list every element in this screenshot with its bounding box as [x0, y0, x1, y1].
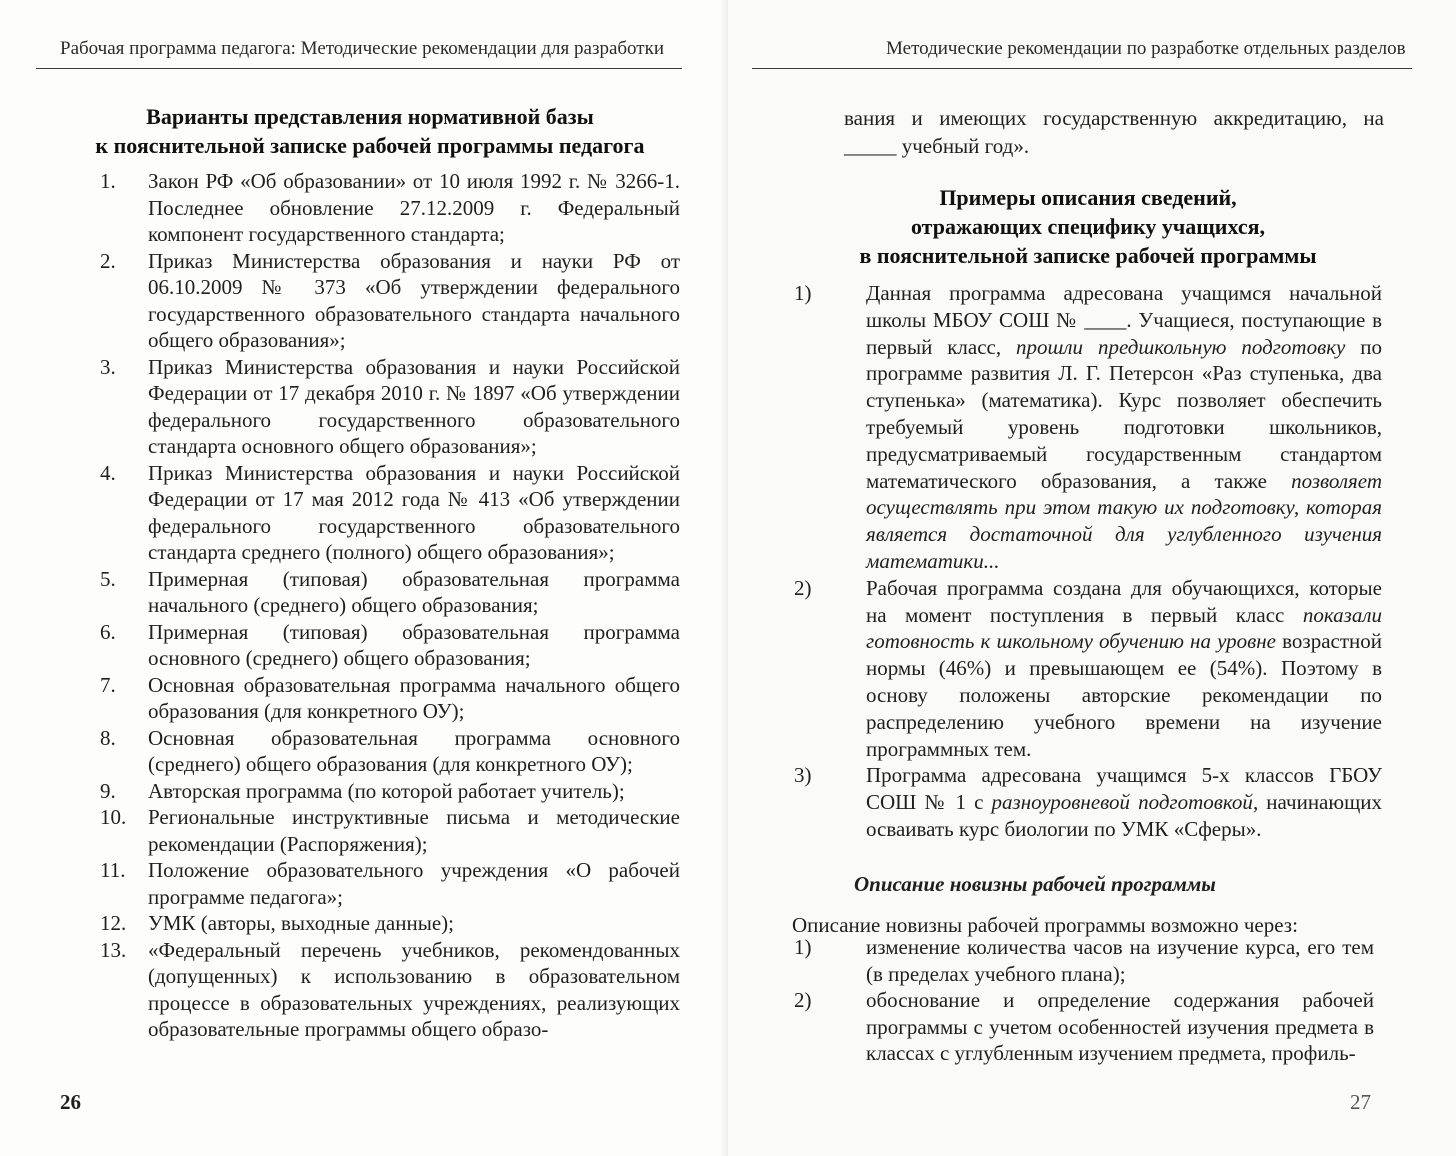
item-text: Основная образовательная программа начального общего образования (для конкретного ОУ); [148, 672, 680, 723]
item-text: по программе развития Л. Г. Петерсон «Раз ступенька, два ступенька» (математика). Курс позволяет обеспечить требуемый уровень подготовки школьников, предусматриваемый государственным стандартом математического образования, а также [866, 334, 1383, 493]
running-head-right: Методические рекомендации по разработке отдельных разделов [886, 38, 1406, 59]
item-number: 6. [100, 619, 116, 644]
item-text: Авторская программа (по которой работает учитель); [148, 778, 625, 803]
item-text: обоснование и определение содержания рабочей программы с учетом особенностей изучения предмета в классах с углубленным изучением предмета, профиль- [866, 988, 1374, 1065]
list-item [96, 937, 680, 1043]
item-number: 12. [100, 911, 127, 935]
item-number: 10. [100, 805, 127, 829]
emphasis-text: прошли предшкольную подготовку [1016, 334, 1346, 359]
item-number: 7. [100, 672, 116, 697]
list-item [96, 804, 680, 857]
item-number: 11. [100, 858, 126, 882]
item-number: 3) [794, 763, 812, 788]
item-text: «Федеральный перечень учебников, рекомендованных (допущенных) к использованию в образовательном процессе в образовательных учреждениях, реализующих образовательные программы общего образо- [148, 937, 680, 1041]
item-text: Положение образовательного учреждения «О рабочей программе педагога»; [148, 858, 680, 909]
novelty-intro: Описание новизны рабочей программы возможно через: [792, 913, 1298, 937]
item-text: Приказ Министерства образования и науки Российской Федерации от 17 мая 2012 года № 413 «Об утверждении федерального государственного образовательного стандарта среднего (полного) общего образования»; [148, 460, 680, 564]
item-text: возрастной нормы (46%) и превышающем ее (54%). Поэтому в основу положены авторские рекомендации по распределению учебного времени на изучение программных тем. [866, 629, 1382, 761]
emphasis-text: разноуровневой подготовкой [991, 790, 1253, 815]
continuation-text: вания и имеющих государственную аккредитацию, на _____ учебный год». [844, 106, 1384, 158]
item-text: , начинающих осваивать курс биологии по УМК «Сферы». [866, 790, 1382, 841]
item-number: 1) [794, 281, 812, 305]
list-item [96, 619, 680, 672]
item-text: изменение количества часов на изучение курса, его тем (в пределах учебного плана); [866, 935, 1374, 986]
example-item [794, 762, 1382, 842]
item-text: Региональные инструктивные письма и методические рекомендации (Распоряжения); [148, 805, 680, 856]
list-item [96, 778, 680, 805]
item-text: Программа адресована учащимся 5-х классов ГБОУ СОШ № 1 с [866, 763, 1382, 815]
right-page [728, 0, 1456, 1156]
novelty-list [794, 934, 1374, 1067]
page-number-left: 26 [60, 1090, 81, 1114]
header-rule-right [752, 68, 1412, 69]
heading-line-1: Варианты представления нормативной базы [146, 104, 594, 129]
heading-line-3: в пояснительной записке рабочей программы [859, 243, 1317, 268]
item-number: 5. [100, 566, 116, 591]
list-item [96, 248, 680, 354]
item-text: Закон РФ «Об образовании» от 10 июля 1992 г. № 3266-1. Последнее обновление 27.12.2009 г. Федеральный компонент государственного стандарта; [148, 169, 680, 246]
running-head-left: Рабочая программа педагога: Методические рекомендации для разработки [60, 38, 665, 59]
novelty-subheading: Описание новизны рабочей программы [854, 872, 1216, 896]
item-number: 8. [100, 725, 116, 750]
heading-line-2: отражающих специфику учащихся, [910, 214, 1266, 239]
section-heading-right [788, 183, 1388, 270]
item-text: Примерная (типовая) образовательная программа основного (среднего) общего образования; [148, 619, 680, 670]
normative-base-list [96, 168, 680, 1043]
example-item [794, 280, 1382, 575]
list-item [96, 460, 680, 566]
item-text: Приказ Министерства образования и науки Российской Федерации от 17 декабря 2010 г. № 1897 «Об утверждении федерального государственного образовательного стандарта основного общего образования»; [148, 354, 680, 458]
heading-line-2: к пояснительной записке рабочей программы педагога [95, 133, 645, 158]
item-number: 2. [100, 248, 116, 273]
student-examples-list [794, 280, 1382, 843]
item-number: 9. [100, 778, 116, 803]
heading-line-1: Примеры описания сведений, [939, 185, 1237, 210]
item-number: 13. [100, 937, 127, 962]
item-text: Приказ Министерства образования и науки РФ от 06.10.2009 № 373 «Об утверждении федерального государственного образовательного стандарта начального общего образования»; [148, 248, 680, 352]
novelty-item [794, 934, 1374, 987]
list-item [96, 857, 680, 910]
item-number: 4. [100, 460, 116, 485]
list-item [96, 910, 680, 937]
item-number: 1) [794, 935, 812, 959]
page-number-right: 27 [1350, 1090, 1371, 1114]
header-rule-left [36, 68, 682, 69]
list-item [96, 168, 680, 248]
section-heading-left [60, 102, 680, 160]
example-item [794, 575, 1382, 763]
item-text: УМК (авторы, выходные данные); [148, 911, 454, 935]
list-item [96, 672, 680, 725]
item-number: 3. [100, 354, 116, 379]
emphasis-text: позволяет осуществлять при этом такую их подготовку, которая является достаточной для углубленного изучения математики... [866, 468, 1382, 573]
item-text: Рабочая программа создана для обучающихся, которые на момент поступления в первый класс [866, 575, 1382, 627]
list-item [96, 566, 680, 619]
item-text: Основная образовательная программа основного (среднего) общего образования (для конкретного ОУ); [148, 725, 680, 776]
item-number: 1. [100, 169, 116, 193]
item-text: Данная программа адресована учащимся начальной школы МБОУ СОШ № ____. Учащиеся, поступающие в первый класс, [866, 281, 1382, 359]
item-number: 2) [794, 575, 812, 600]
novelty-item [794, 987, 1374, 1067]
item-text: Примерная (типовая) образовательная программа начального (среднего) общего образования; [148, 566, 680, 617]
list-item [96, 725, 680, 778]
emphasis-text: показали готовность к школьному обучению на уровне [866, 602, 1382, 654]
list-item [96, 354, 680, 460]
item-number: 2) [794, 988, 812, 1012]
